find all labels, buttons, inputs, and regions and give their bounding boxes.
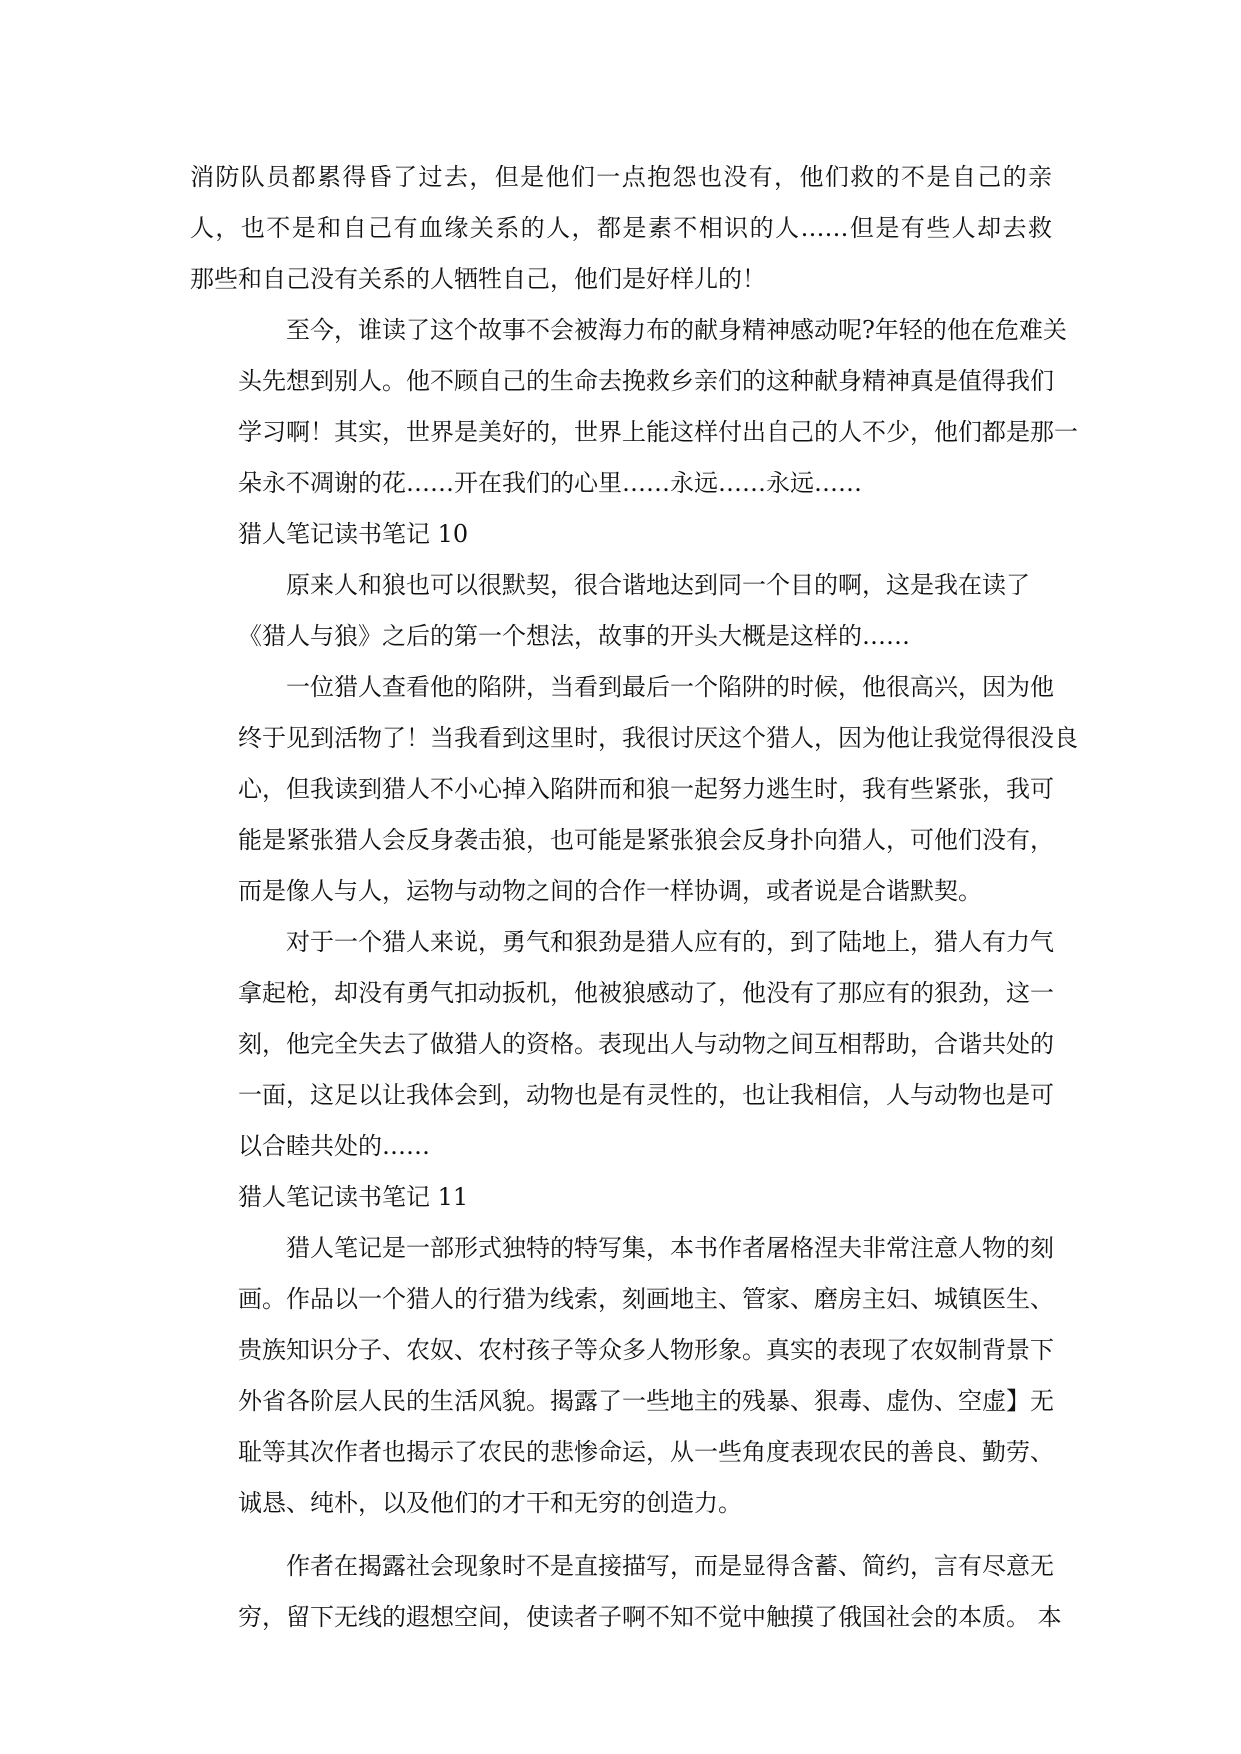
document-body (190, 152, 1078, 1643)
text-line: 人，也不是和自己有血缘关系的人，都是素不相识的人……但是有些人却去救 (190, 214, 1052, 242)
text-line: 而是像人与人，运物与动物之间的合作一样协调，或者说是合谐默契。 (238, 877, 982, 905)
section-heading-10: 猎人笔记读书笔记 10 (238, 520, 469, 548)
text-line: 一面，这足以让我体会到，动物也是有灵性的，也让我相信，人与动物也是可 (238, 1081, 1054, 1109)
paragraph-1 (190, 152, 1052, 305)
text-line: 耻等其次作者也揭示了农民的悲惨命运，从一些角度表现农民的善良、勤劳、 (238, 1438, 1054, 1466)
text-line: 贵族知识分子、农奴、农村孩子等众多人物形象。真实的表现了农奴制背景下 (238, 1336, 1054, 1364)
text-line: 拿起枪，却没有勇气扣动扳机，他被狼感动了，他没有了那应有的狠劲，这一 (238, 979, 1054, 1007)
text-line: 《猎人与狼》之后的第一个想法，故事的开头大概是这样的…… (238, 622, 910, 650)
text-line: 外省各阶层人民的生活风貌。揭露了一些地主的残暴、狠毒、虚伪、空虚】无 (238, 1387, 1054, 1415)
paragraph-5 (190, 917, 1052, 1172)
paragraph-3 (190, 560, 1052, 662)
text-line: 作者在揭露社会现象时不是直接描写，而是显得含蓄、简约，言有尽意无 (286, 1552, 1054, 1580)
text-line: 朵永不凋谢的花……开在我们的心里……永远……永远…… (238, 469, 862, 497)
text-line: 穷，留下无线的遐想空间，使读者子啊不知不觉中触摸了俄国社会的本质。 本 (238, 1603, 1062, 1631)
text-line: 那些和自己没有关系的人牺牲自己，他们是好样儿的！ (190, 265, 766, 293)
text-line: 猎人笔记是一部形式独特的特写集，本书作者屠格涅夫非常注意人物的刻 (286, 1234, 1054, 1262)
text-line: 消防队员都累得昏了过去，但是他们一点抱怨也没有，他们救的不是自己的亲 (190, 163, 1052, 191)
text-line: 头先想到别人。他不顾自己的生命去挽救乡亲们的这种献身精神真是值得我们 (238, 367, 1054, 395)
text-line: 以合睦共处的…… (238, 1132, 430, 1160)
paragraph-7 (190, 1541, 1062, 1643)
text-line: 对于一个猎人来说，勇气和狠劲是猎人应有的，到了陆地上，猎人有力气 (286, 928, 1054, 956)
text-line: 终于见到活物了！当我看到这里时，我很讨厌这个猎人，因为他让我觉得很没良 (238, 724, 1078, 752)
text-line: 学习啊！其实，世界是美好的，世界上能这样付出自己的人不少，他们都是那一 (238, 418, 1078, 446)
paragraph-4 (190, 662, 1078, 917)
text-line: 心，但我读到猎人不小心掉入陷阱而和狼一起努力逃生时，我有些紧张，我可 (238, 775, 1054, 803)
text-line: 刻，他完全失去了做猎人的资格。表现出人与动物之间互相帮助，合谐共处的 (238, 1030, 1054, 1058)
text-line: 诚恳、纯朴，以及他们的才干和无穷的创造力。 (238, 1489, 742, 1517)
text-line: 至今，谁读了这个故事不会被海力布的献身精神感动呢?年轻的他在危难关 (286, 316, 1067, 344)
text-line: 原来人和狼也可以很默契，很合谐地达到同一个目的啊，这是我在读了 (286, 571, 1030, 599)
text-line: 一位猎人查看他的陷阱，当看到最后一个陷阱的时候，他很高兴，因为他 (286, 673, 1054, 701)
text-line: 画。作品以一个猎人的行猎为线索，刻画地主、管家、磨房主妇、城镇医生、 (238, 1285, 1054, 1313)
paragraph-2 (190, 305, 1078, 509)
section-heading-11: 猎人笔记读书笔记 11 (238, 1183, 469, 1211)
text-line: 能是紧张猎人会反身袭击狼，也可能是紧张狼会反身扑向猎人，可他们没有， (238, 826, 1054, 854)
paragraph-6 (190, 1223, 1052, 1529)
